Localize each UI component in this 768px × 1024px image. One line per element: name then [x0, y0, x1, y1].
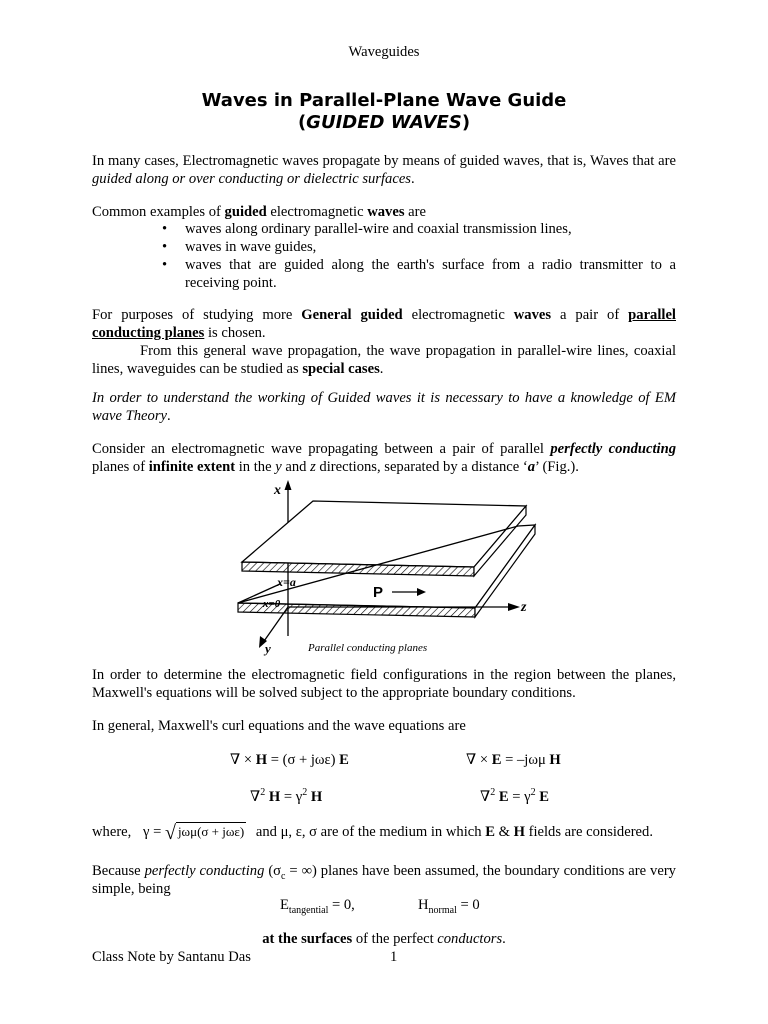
curl-h-equation: ∇ × H = (σ + jωε) E [230, 752, 349, 768]
list-item: • waves in wave guides, [162, 238, 676, 256]
propagation-arrow [417, 588, 426, 596]
title-line-1: Waves in Parallel-Plane Wave Guide [201, 90, 567, 111]
label-p: P [373, 584, 384, 601]
theory-note: In order to understand the working of Guided waves it is necessary to have a knowledge of EM wave Theory. [92, 390, 676, 424]
curl-e-equation: ∇ × E = –jωμ H [466, 752, 561, 768]
examples-list [162, 220, 676, 292]
consider-paragraph: Consider an electromagnetic wave propagating between a pair of parallel perfectly conducting planes of infinite extent in the y and z directions, separated by a distance ‘a’ (Fig.). [92, 441, 676, 475]
page-number: 1 [390, 949, 398, 965]
surfaces-line: at the surfaces of the perfect conductors. [262, 931, 506, 947]
figure-caption: Parallel conducting planes [308, 642, 428, 654]
footer-author: Class Note by Santanu Das [92, 949, 251, 965]
general-paragraph: In general, Maxwell's curl equations and the wave equations are [92, 718, 466, 734]
list-item: • waves that are guided along the earth's surface from a radio transmitter to a receiving point. [162, 256, 676, 292]
wave-e-equation: ∇$^2$ $E = \gamma^2$ E [480, 787, 549, 805]
determine-paragraph: In order to determine the electromagnetic field configurations in the region between the planes, Maxwell's equations will be solved subject to the appropriate boundary conditions. [92, 667, 676, 701]
label-x: x [274, 483, 281, 498]
boundary-h: $H_{normal} = 0$ [418, 897, 480, 916]
label-x-0: x=0 [263, 598, 281, 610]
page-title [0, 90, 768, 134]
label-y: y [265, 641, 271, 656]
intro-paragraph: In many cases, Electromagnetic waves propagate by means of guided waves, that is, Waves that are guided along or over conducting or dielectric surfaces. [92, 153, 676, 187]
wave-h-equation: ∇$^2$ $H = \gamma^2$ H [250, 787, 323, 805]
boundary-e: $E_{tangential} = 0$, [280, 897, 355, 916]
title-line-2: (GUIDED WAVES) [297, 112, 471, 133]
label-x-a: x=a [277, 575, 296, 589]
label-z: z [521, 600, 527, 615]
title-italic: GUIDED WAVES [306, 112, 462, 133]
examples-lead: Common examples of guided electromagnetic waves are [92, 204, 426, 220]
purposes-paragraph: For purposes of studying more General guided electromagnetic waves a pair of parallel conducting planes is chosen. From this general wave propagation, the wave propagation in parallel-wire lines, coaxial lines, waveguides can be studied as special cases. [92, 307, 676, 377]
parallel-planes-figure [230, 476, 540, 656]
because-paragraph: Because perfectly conducting ($\sigma_c$ = ∞) planes have been assumed, the boundary conditions are very simple, being [92, 863, 676, 897]
list-item: • waves along ordinary parallel-wire and coaxial transmission lines, [162, 220, 676, 238]
sqrt-sign: √ [164, 822, 176, 844]
x-axis-arrow [285, 480, 292, 490]
where-line: where, γ = √ jωμ(σ + jωε) and μ, ε, σ are of the medium in which E & H fields are considered. [92, 822, 653, 844]
z-axis-arrow [508, 603, 520, 611]
running-header: Waveguides [348, 44, 420, 60]
